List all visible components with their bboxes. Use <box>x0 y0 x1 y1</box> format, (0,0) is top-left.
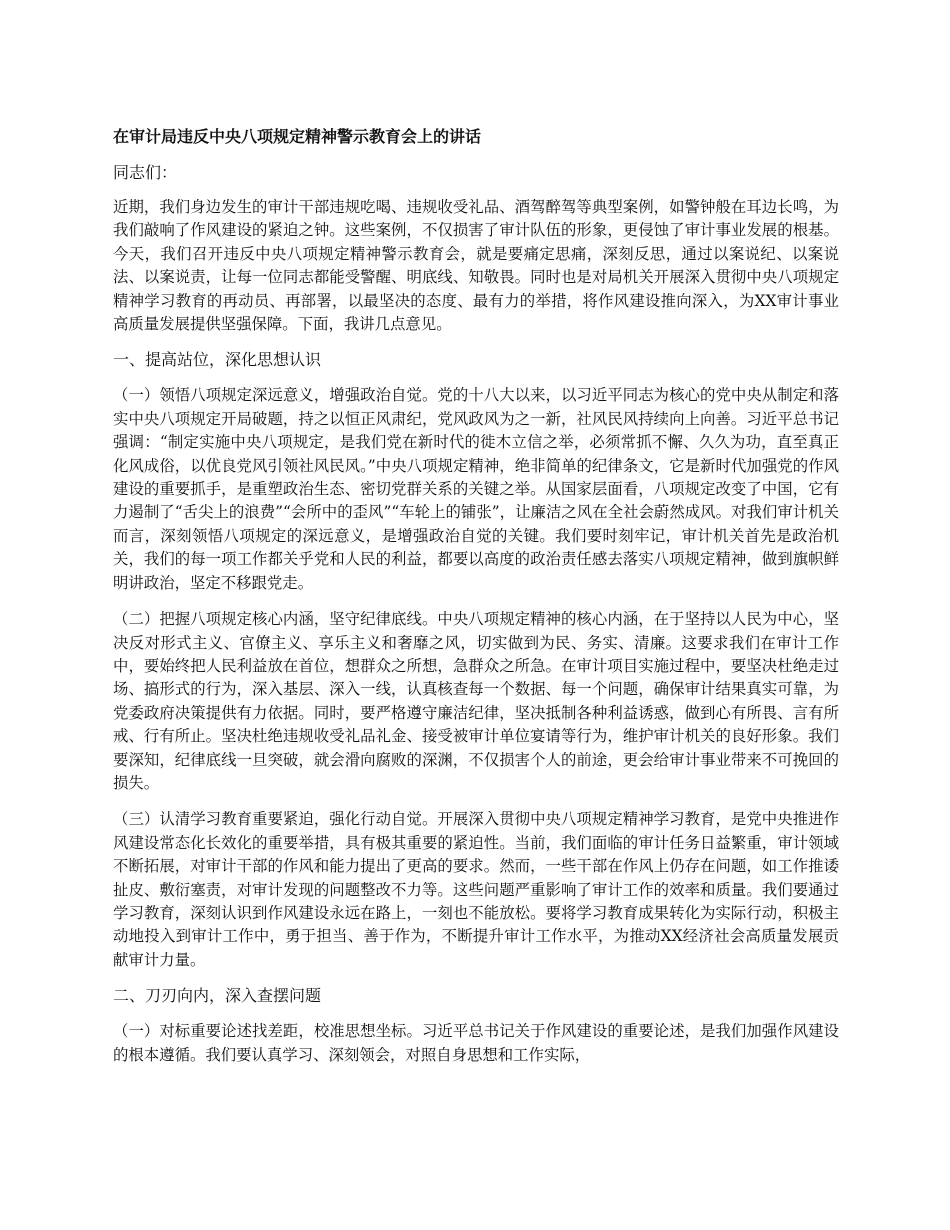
section2-paragraph-1: （一）对标重要论述找差距，校准思想坐标。习近平总书记关于作风建设的重要论述，是我们加强作风建设的根本遵循。我们要认真学习、深刻领会，对照自身思想和工作实际， <box>113 1022 839 1064</box>
section-heading-1: 一、提高站位，深化思想认识 <box>113 350 322 370</box>
section-heading-2: 二、刀刃向内，深入查摆问题 <box>113 986 322 1006</box>
section1-paragraph-1: （一）领悟八项规定深远意义，增强政治自觉。党的十八大以来，以习近平同志为核心的党中央从制定和落实中央八项规定开局破题，持之以恒正风肃纪，党风政风为之一新，社风民风持续向上向善。习近平总书记强调：“制定实施中央八项规定，是我们党在新时代的徙木立信之举，必须常抓不懈、久久为功，直至真正化风成俗，以优良党风引领社风民风。”中央八项规定精神，绝非简单的纪律条文，它是新时代加强党的作风建设的重要抓手，是重塑政治生态、密切党群关系的关键之举。从国家层面看，八项规定改变了中国，它有力遏制了“舌尖上的浪费”“会所中的歪风”“车轮上的铺张”，让廉洁之风在全社会蔚然成风。对我们审计机关而言，深刻领悟八项规定的深远意义，是增强政治自觉的关键。我们要时刻牢记，审计机关首先是政治机关，我们的每一项工作都关乎党和人民的利益，都要以高度的政治责任感去落实八项规定精神，做到旗帜鲜明讲政治，坚定不移跟党走。 <box>113 386 839 592</box>
intro-paragraph: 近期，我们身边发生的审计干部违规吃喝、违规收受礼品、酒驾醉驾等典型案例，如警钟般在耳边长鸣，为我们敲响了作风建设的紧迫之钟。这些案例，不仅损害了审计队伍的形象，更侵蚀了审计事业发展的根基。今天，我们召开违反中央八项规定精神警示教育会，就是要痛定思痛，深刻反思，通过以案说纪、以案说法、以案说责，让每一位同志都能受警醒、明底线、知敬畏。同时也是对局机关开展深入贯彻中央八项规定精神学习教育的再动员、再部署，以最坚决的态度、最有力的举措，将作风建设推向深入，为XX审计事业高质量发展提供坚强保障。下面，我讲几点意见。 <box>113 198 839 334</box>
section1-paragraph-2: （二）把握八项规定核心内涵，坚守纪律底线。中央八项规定精神的核心内涵，在于坚持以人民为中心，坚决反对形式主义、官僚主义、享乐主义和奢靡之风，切实做到为民、务实、清廉。这要求我们在审计工作中，要始终把人民利益放在首位，想群众之所想，急群众之所急。在审计项目实施过程中，要坚决杜绝走过场、搞形式的行为，深入基层、深入一线，认真核查每一个数据、每一个问题，确保审计结果真实可靠，为党委政府决策提供有力依据。同时，要严格遵守廉洁纪律，坚决抵制各种利益诱惑，做到心有所畏、言有所戒、行有所止。坚决杜绝违规收受礼品礼金、接受被审计单位宴请等行为，维护审计机关的良好形象。我们要深知，纪律底线一旦突破，就会滑向腐败的深渊，不仅损害个人的前途，更会给审计事业带来不可挽回的损失。 <box>113 610 839 792</box>
document-title: 在审计局违反中央八项规定精神警示教育会上的讲话 <box>113 127 482 146</box>
salutation: 同志们： <box>113 163 178 182</box>
document-page <box>113 126 839 1080</box>
section1-paragraph-3: （三）认清学习教育重要紧迫，强化行动自觉。开展深入贯彻中央八项规定精神学习教育，是党中央推进作风建设常态化长效化的重要举措，具有极其重要的紧迫性。当前，我们面临的审计任务日益繁重，审计领域不断拓展，对审计干部的作风和能力提出了更高的要求。然而，一些干部在作风上仍存在问题，如工作推诿扯皮、敷衍塞责，对审计发现的问题整改不力等。这些问题严重影响了审计工作的效率和质量。我们要通过学习教育，深刻认识到作风建设永远在路上，一刻也不能放松。要将学习教育成果转化为实际行动，积极主动地投入到审计工作中，勇于担当、善于作为，不断提升审计工作水平，为推动XX经济社会高质量发展贡献审计力量。 <box>113 810 839 969</box>
